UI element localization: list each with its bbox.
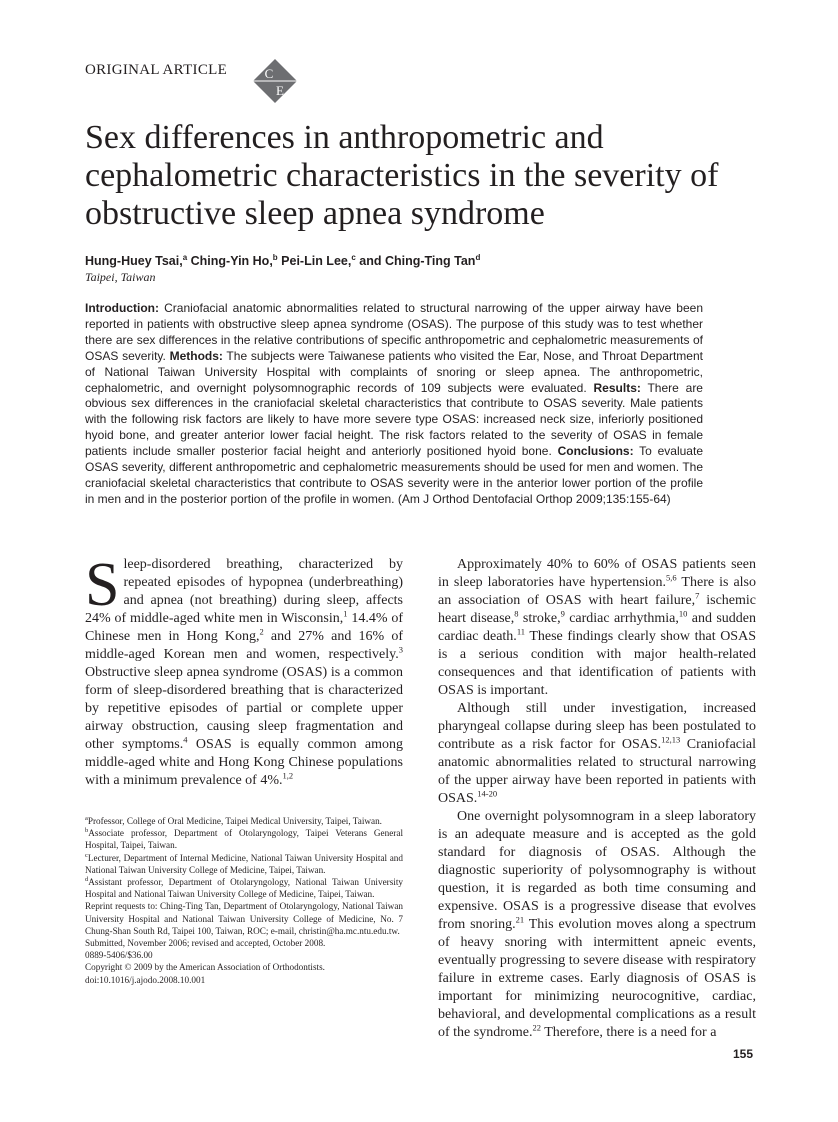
body-paragraph bbox=[438, 700, 756, 808]
body-text: Therefore, there is a need for a bbox=[540, 1025, 717, 1040]
abstract-results-label: Results: bbox=[593, 380, 641, 395]
footnote-mark: d bbox=[85, 875, 89, 883]
copyright: Copyright © 2009 by the American Association of Orthodontists. bbox=[85, 962, 325, 973]
citation: 22 bbox=[532, 1022, 541, 1033]
footnote-text: Professor, College of Oral Medicine, Taipei Medical University, Taipei, Taiwan. bbox=[87, 816, 382, 826]
abstract-methods-text: The subjects were Taiwanese patients who visited the Ear, Nose, and Throat Department of National Taiwan University Hospital with complaints of snoring or sleep apnea. The anthropometric, cephalometric, and overnight polysomnographic records of 109 subjects were evaluated. bbox=[85, 348, 703, 395]
body-text: cardiac arrhythmia, bbox=[564, 611, 679, 626]
citation: 14-20 bbox=[477, 788, 498, 799]
abstract bbox=[85, 301, 703, 508]
page-number: 155 bbox=[733, 1047, 754, 1061]
citation: 1,2 bbox=[282, 770, 294, 781]
body-text: OSAS is equally common among middle-aged white and Hong Kong Chinese populations with a minimum prevalence of 4%. bbox=[85, 737, 403, 788]
body-text: Although still under investigation, increased pharyngeal collapse during sleep has been postulated to contribute as a risk factor for OSAS. bbox=[438, 701, 756, 752]
abstract-conclusions-text: To evaluate OSAS severity, different anthropometric and cephalometric measurements should be used for men and women. The craniofacial skeletal characteristics that contribute to OSAS severity were in the anterior lower portion of the profile in men and in the posterior portion of the profile in women. (Am J Orthod Dentofacial Orthop 2009;135:155-64) bbox=[85, 444, 703, 506]
badge-letter-e: E bbox=[276, 83, 284, 98]
citation: 4 bbox=[183, 734, 188, 745]
abstract-methods-label: Methods: bbox=[169, 348, 223, 363]
body-text: and sudden cardiac death. bbox=[438, 611, 756, 644]
body-text: This evolution moves along a spectrum of heavy snoring with intermittent apneic events, eventually progressing to severe disease with respiratory failure in extreme cases. Early diagnosis of OSAS is important for minimizing neurocognitive, cardiac, behavioral, and developmental complications as a result of the syndrome. bbox=[438, 917, 756, 1040]
author-affiliation-mark: d bbox=[475, 253, 481, 262]
body-column-left bbox=[85, 551, 403, 790]
author-location: Taipei, Taiwan bbox=[85, 270, 156, 284]
body-text: There is also an association of OSAS with heart failure, bbox=[438, 575, 756, 608]
section-label: ORIGINAL ARTICLE bbox=[85, 62, 228, 78]
footnote bbox=[85, 815, 403, 827]
body-paragraph bbox=[438, 808, 756, 1042]
price-code: 0889-5406/$36.00 bbox=[85, 950, 153, 961]
submission-dates: Submitted, November 2006; revised and accepted, October 2008. bbox=[85, 938, 326, 949]
body-column-right bbox=[438, 556, 756, 1042]
citation: 5,6 bbox=[666, 572, 677, 583]
body-paragraph bbox=[438, 556, 756, 700]
footnote bbox=[85, 827, 403, 851]
author-affiliation-mark: b bbox=[272, 253, 278, 262]
abstract-intro-text: Craniofacial anatomic abnormalities related to structural narrowing of the upper airway have been reported in patients with obstructive sleep apnea syndrome (OSAS). The purpose of this study was to test whether there are sex differences in the relative contributions of specific anthropometric and cephalometric measurements of OSAS severity. bbox=[85, 301, 703, 363]
citation: 8 bbox=[514, 608, 519, 619]
footnote-mark: b bbox=[85, 827, 89, 835]
reprint-requests: Reprint requests to: Ching-Ting Tan, Department of Otolaryngology, National Taiwan University Hospital and National Taiwan University College of Medicine, No. 7 Chung-Shan South Rd, Taipei 100, Taiwan, ROC; e-mail, christin@ha.mc.ntu.edu.tw. bbox=[85, 901, 403, 936]
author-name: Hung-Huey Tsai, bbox=[85, 254, 183, 269]
body-text: These findings clearly show that OSAS is a serious condition with major health-related consequences and that identification of patients with OSAS is important. bbox=[438, 629, 756, 698]
footnote-text: Associate professor, Department of Otolaryngology, Taipei Veterans General Hospital, Taipei, Taiwan. bbox=[85, 828, 403, 851]
body-text: 14.4% of Chinese men in Hong Kong, bbox=[85, 611, 403, 644]
author-name: Ching-Yin Ho, bbox=[187, 254, 273, 269]
body-text: ischemic heart disease, bbox=[438, 593, 756, 626]
abstract-intro-label: Introduction: bbox=[85, 301, 159, 315]
footnotes bbox=[85, 815, 403, 986]
body-text: Obstructive sleep apnea syndrome (OSAS) is a common form of sleep-disordered breathing that is characterized by repetitive episodes of partial or complete upper airway obstruction, causing sleep fragmentation and other symptoms. bbox=[85, 665, 403, 752]
body-text: and 27% and 16% of middle-aged Korean men and women, respectively. bbox=[85, 629, 403, 662]
body-text: leep-disordered breathing, characterized by repeated episodes of hypopnea (underbreathing) and apnea (not breathing) during sleep, affects 24% of middle-aged white men in Wisconsin, bbox=[85, 557, 403, 626]
citation: 21 bbox=[515, 914, 525, 925]
body-text: Craniofacial anatomic abnormalities related to structural narrowing of the upper airway have been reported in patients with OSAS. bbox=[438, 737, 756, 806]
citation: 1 bbox=[343, 608, 348, 619]
footnote-text: Assistant professor, Department of Otolaryngology, National Taiwan University Hospital and National Taiwan University College of Medicine, Taipei, Taiwan. bbox=[85, 877, 403, 900]
author-name: Pei-Lin Lee, bbox=[277, 254, 352, 269]
footnote bbox=[85, 852, 403, 876]
author-affiliation-mark: c bbox=[351, 253, 356, 262]
footnote bbox=[85, 876, 403, 900]
citation: 11 bbox=[516, 626, 525, 637]
abstract-conclusions-label: Conclusions: bbox=[557, 444, 634, 459]
article-title bbox=[85, 119, 785, 233]
citation: 2 bbox=[259, 626, 264, 637]
footnote-mark: c bbox=[85, 851, 88, 859]
author-affiliation-mark: a bbox=[182, 253, 188, 262]
badge-letter-c: C bbox=[264, 66, 274, 81]
citation: 7 bbox=[695, 590, 700, 601]
doi: doi:10.1016/j.ajodo.2008.10.001 bbox=[85, 974, 206, 985]
footnote-mark: a bbox=[85, 814, 88, 822]
citation: 3 bbox=[398, 644, 403, 655]
citation: 12,13 bbox=[661, 734, 681, 745]
body-text: One overnight polysomnogram in a sleep laboratory is an adequate measure and is accepted as the gold standard for diagnosis of OSAS. Although the diagnostic superiority of polysomnography is without question, it is regarded as both time consuming and expensive. OSAS is a progressive disease that evolves from snoring. bbox=[438, 809, 756, 932]
ce-badge-icon bbox=[252, 58, 298, 104]
body-text: Approximately 40% to 60% of OSAS patients seen in sleep laboratories have hypertension. bbox=[438, 557, 756, 590]
title-line: cephalometric characteristics in the severity of bbox=[85, 157, 719, 194]
body-text: stroke, bbox=[518, 611, 561, 626]
title-line: Sex differences in anthropometric and bbox=[85, 119, 604, 156]
author-list bbox=[85, 253, 480, 268]
abstract-results-text: There are obvious sex differences in the craniofacial skeletal characteristics that contribute to OSAS severity. Male patients with the following risk factors are likely to have more severe type OSAS: increased neck size, inferiorly positioned hyoid bone, and greater anterior lower facial height. The risk factors related to the severity of OSAS in female patients include smaller posterior facial height and anteriorly positioned hyoid bone. bbox=[85, 380, 703, 459]
title-line: obstructive sleep apnea syndrome bbox=[85, 195, 545, 232]
footnote-text: Lecturer, Department of Internal Medicine, National Taiwan University Hospital and National Taiwan University College of Medicine, Taipei, Taiwan. bbox=[85, 852, 403, 875]
citation: 10 bbox=[678, 608, 688, 619]
citation: 9 bbox=[560, 608, 565, 619]
author-name: and Ching-Ting Tan bbox=[355, 254, 476, 269]
drop-cap: S bbox=[85, 551, 120, 619]
body-paragraph bbox=[85, 551, 403, 790]
